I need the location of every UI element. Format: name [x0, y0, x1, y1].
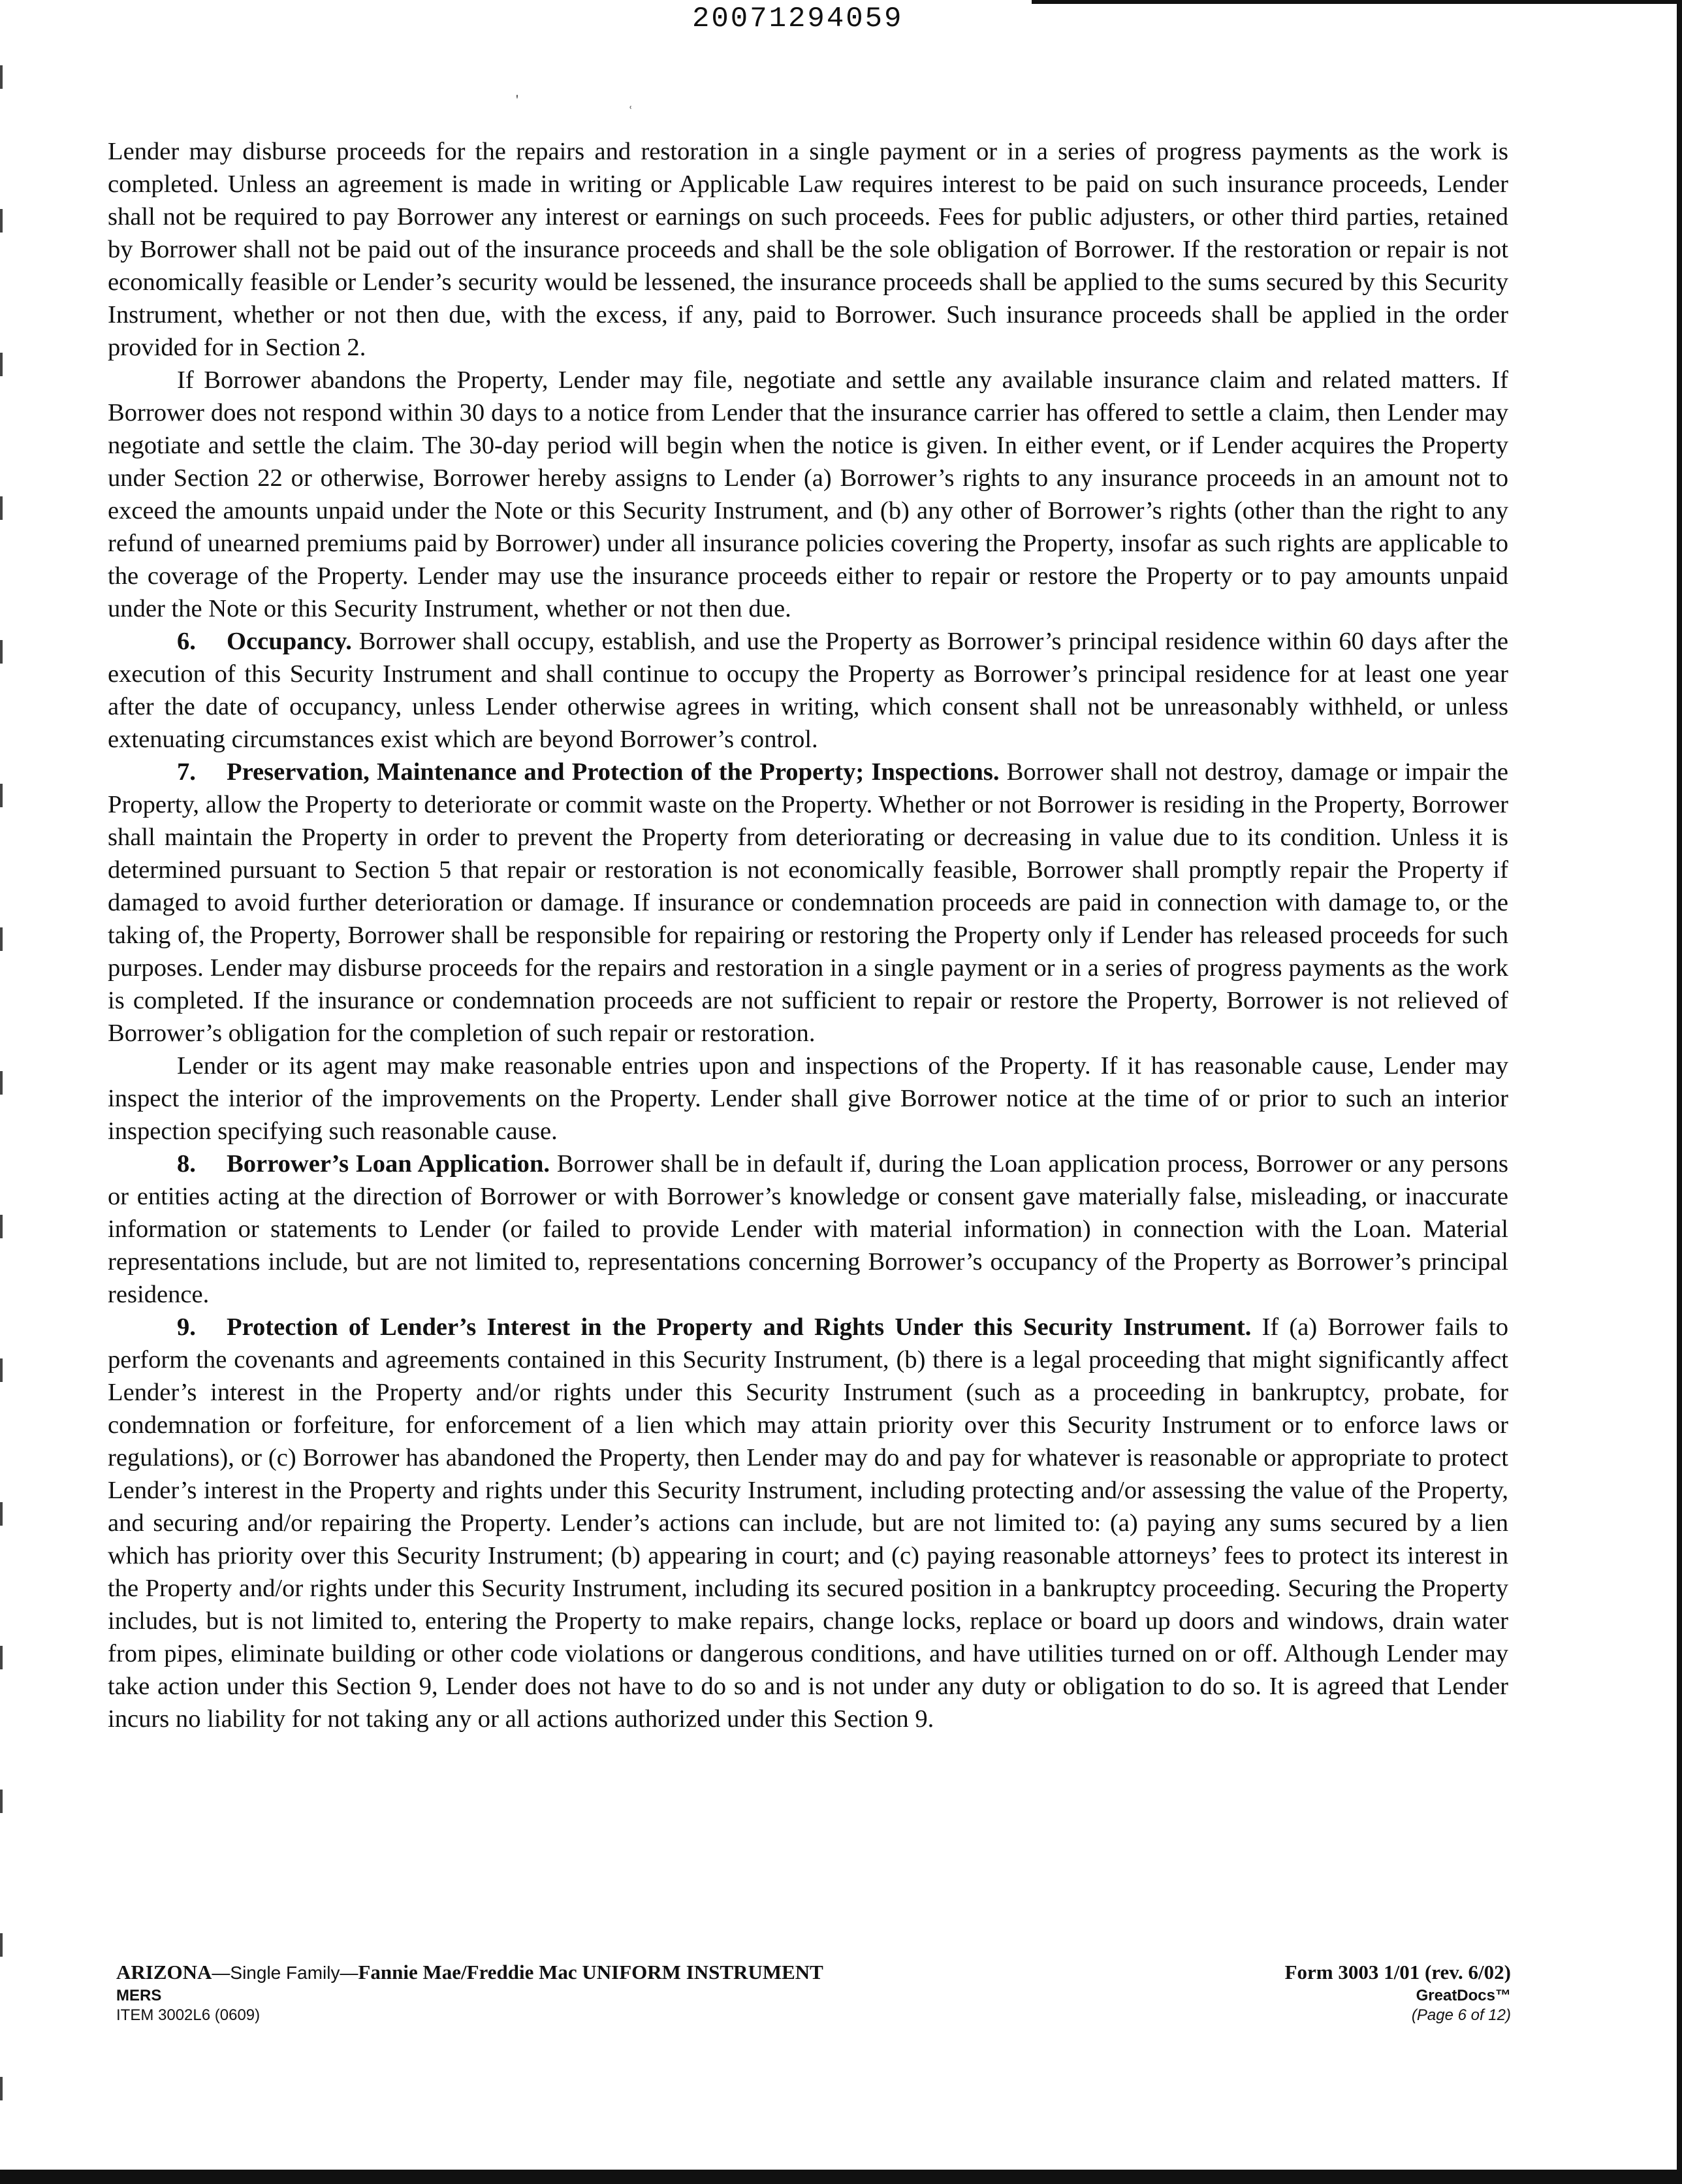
section-7 — [108, 756, 1508, 1050]
footer-instrument-line — [116, 1961, 823, 1984]
section-text: If (a) Borrower fails to perform the covenants and agreements contained in this Security Instrument, (b) there is a legal proceeding that might significantly affect Lender’s interest in the Property and/or rights under this Security Instrument (such as a proceeding in bankruptcy, probate, for condemnation or forfeiture, for enforcement of a lien which may attain priority over this Security Instrument or to enforce laws or regulations), or (c) Borrower has abandoned the Property, then Lender may do and pay for whatever is reasonable or appropriate to protect Lender’s interest in the Property and rights under this Security Instrument, including protecting and/or assessing the value of the Property, and securing and/or repairing the Property. Lender’s actions can include, but are not limited to: (a) paying any sums secured by a lien which has priority over this Security Instrument; (b) appearing in court; and (c) paying reasonable attorneys’ fees to protect its interest in the Property and/or rights under this Security Instrument, including its secured position in a bankruptcy proceeding. Securing the Property includes, but is not limited to, entering the Property to make repairs, change locks, replace or board up doors and windows, drain water from pipes, eliminate building or other code violations or dangerous conditions, and have utilities turned on or off. Although Lender may take action under this Section 9, Lender does not have to do so and is not under any duty or obligation to do so. It is agreed that Lender incurs no liability for not taking any or all actions authorized under this Section 9. — [108, 1313, 1508, 1733]
scan-bottom-border — [0, 2170, 1682, 2184]
section-title: Preservation, Maintenance and Protection of the Property; Inspections. — [227, 758, 1000, 786]
recording-number: 20071294059 — [692, 3, 904, 35]
section-6 — [108, 625, 1508, 756]
section-7-inspections: Lender or its agent may make reasonable entries upon and inspections of the Property. If it has reasonable cause, Lender may inspect the interior of the improvements on the Property. Lender shall give Borrower notice at the time of or prior to such an interior inspection specifying such reasonable cause. — [108, 1052, 1508, 1145]
paragraph-insurance-disbursement: Lender may disburse proceeds for the repairs and restoration in a single payment or in a series of progress payments as the work is completed. Unless an agreement is made in writing or Applicable Law requires interest to be paid on such insurance proceeds, Lender shall not be required to pay Borrower any interest or earnings on such proceeds. Fees for public adjusters, or other third parties, retained by Borrower shall not be paid out of the insurance proceeds and shall be the sole obligation of Borrower. If the restoration or repair is not economically feasible or Lender’s security would be lessened, the insurance proceeds shall be applied to the sums secured by this Security Instrument, whether or not then due, with the excess, if any, paid to Borrower. Such insurance proceeds shall be applied in the order provided for in Section 2. — [108, 138, 1508, 361]
footer-form-number-block — [1285, 1961, 1511, 2025]
section-8 — [108, 1148, 1508, 1311]
footer-form-info — [116, 1961, 823, 2025]
paragraph-abandonment: If Borrower abandons the Property, Lender may file, negotiate and settle any available insurance claim and related matters. If Borrower does not respond within 30 days to a notice from Lender that the insurance carrier has offered to settle a claim, then Lender may negotiate and settle the claim. The 30-day period will begin when the notice is given. In either event, or if Lender acquires the Property under Section 22 or otherwise, Borrower hereby assigns to Lender (a) Borrower’s rights to any insurance proceeds in an amount not to exceed the amounts unpaid under the Note or this Security Instrument, and (b) any other of Borrower’s rights (other than the right to any refund of unearned premiums paid by Borrower) under all insurance policies covering the Property, insofar as such rights are applicable to the coverage of the Property. Lender may use the insurance proceeds either to repair or restore the Property or to pay amounts unpaid under the Note or this Security Instrument, whether or not then due. — [108, 366, 1508, 622]
section-number: 9. — [177, 1313, 196, 1341]
document-body — [108, 135, 1508, 1735]
section-title: Protection of Lender’s Interest in the Property and Rights Under this Security Instrument. — [227, 1313, 1252, 1341]
section-title: Borrower’s Loan Application. — [227, 1150, 550, 1178]
footer-instrument: Fannie Mae/Freddie Mac UNIFORM INSTRUMENT — [358, 1961, 823, 1983]
scan-speck: ' — [516, 91, 518, 108]
scan-speck: ʿ — [628, 103, 633, 120]
section-number: 7. — [177, 758, 196, 786]
section-text: Borrower shall be in default if, during the Loan application process, Borrower or any persons or entities acting at the direction of Borrower or with Borrower’s knowledge or consent gave materially false, misleading, or inaccurate information or statements to Lender (or failed to provide Lender with material information) in connection with the Loan. Material representations include, but are not limited to, representations concerning Borrower’s occupancy of the Property as Borrower’s principal residence. — [108, 1150, 1508, 1308]
scan-top-rule — [1032, 0, 1682, 4]
section-title: Occupancy. — [227, 628, 352, 655]
footer-item-code: ITEM 3002L6 (0609) — [116, 2006, 261, 2024]
section-text: Borrower shall not destroy, damage or impair the Property, allow the Property to deteriorate or commit waste on the Property. Whether or not Borrower is residing in the Property, Borrower shall maintain the Property in order to prevent the Property from deteriorating or decreasing in value due to its condition. Unless it is determined pursuant to Section 5 that repair or restoration is not economically feasible, Borrower shall promptly repair the Property if damaged to avoid further deterioration or damage. If insurance or condemnation proceeds are paid in connection with damage to, or the taking of, the Property, Borrower shall be responsible for repairing or restoring the Property only if Lender has released proceeds for such purposes. Lender may disburse proceeds for the repairs and restoration in a single payment or in a series of progress payments as the work is completed. If the insurance or condemnation proceeds are not sufficient to repair or restore the Property, Borrower is not relieved of Borrower’s obligation for the completion of such repair or restoration. — [108, 758, 1508, 1047]
footer-page-number: (Page 6 of 12) — [1411, 2006, 1511, 2024]
footer-form-number: Form 3003 1/01 (rev. 6/02) — [1284, 1961, 1511, 1983]
footer-vendor: GreatDocs™ — [1416, 1987, 1511, 2004]
footer-form-type: —Single Family— — [212, 1963, 358, 1983]
scan-left-edge-marks — [0, 65, 3, 2155]
scan-right-border — [1677, 0, 1682, 2184]
section-text: Borrower shall occupy, establish, and use the Property as Borrower’s principal residence within 60 days after the execution of this Security Instrument and shall continue to occupy the Property as Borrower’s principal residence for at least one year after the date of occupancy, unless Lender otherwise agrees in writing, which consent shall not be unreasonably withheld, or unless extenuating circumstances exist which are beyond Borrower’s control. — [108, 628, 1508, 753]
section-9 — [108, 1311, 1508, 1735]
section-number: 8. — [177, 1150, 196, 1178]
section-number: 6. — [177, 628, 196, 655]
footer-state: ARIZONA — [116, 1961, 212, 1983]
footer-mers: MERS — [116, 1987, 162, 2004]
